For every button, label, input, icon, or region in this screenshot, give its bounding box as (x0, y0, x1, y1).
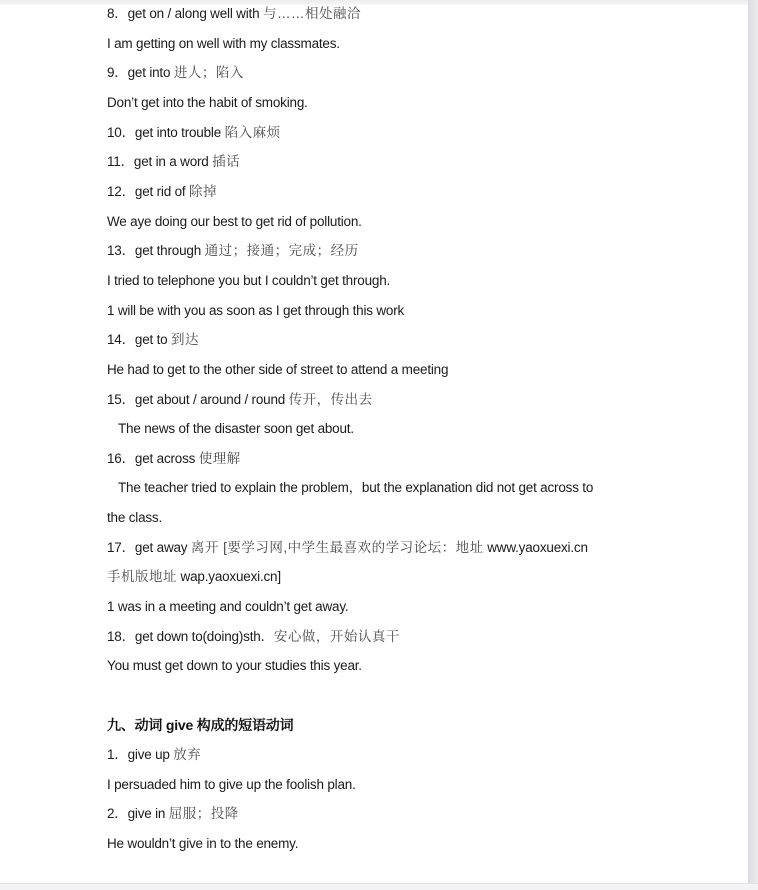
line-english-text: 12．get rid of (107, 184, 189, 199)
line-english-text: We aye doing our best to get rid of pollution. (107, 214, 362, 229)
text-line (107, 568, 281, 586)
text-line (118, 479, 593, 497)
line-trailing-text: wap.yaoxuexi.cn] (177, 569, 281, 584)
text-line (107, 153, 240, 171)
line-english-text: You must get down to your studies this year. (107, 658, 362, 673)
text-line (107, 539, 588, 557)
text-line (107, 302, 404, 320)
line-chinese-text: 离开 [要学习网,中学生最喜欢的学习论坛：地址 (190, 540, 484, 555)
text-line (107, 776, 356, 794)
text-line (107, 657, 362, 675)
text-line (107, 805, 239, 823)
line-chinese-text: 通过；接通；完成；经历 (204, 243, 359, 258)
line-chinese-text: 陷入麻烦 (224, 125, 281, 140)
text-line (107, 391, 373, 409)
line-chinese-text: 放弃 (173, 747, 202, 762)
line-english-text: 1 will be with you as soon as I get through this work (107, 303, 405, 318)
line-english-text: 11．get in a word (107, 154, 213, 169)
line-english-text: 14．get to (107, 332, 172, 347)
line-chinese-text: 插话 (212, 154, 241, 169)
text-line (107, 272, 390, 290)
line-english-text: 8．get on / along well with (107, 6, 263, 21)
line-english-text: the class. (107, 510, 163, 525)
line-english-text: 10．get into trouble (107, 125, 225, 140)
line-english-text: The news of the disaster soon get about. (118, 421, 354, 436)
text-line (107, 124, 281, 142)
text-line (107, 35, 340, 53)
line-chinese-text: 安心做，开始认真干 (273, 629, 400, 644)
page-bottom-edge (0, 883, 758, 890)
text-line (107, 331, 199, 349)
line-english-text: He had to get to the other side of street to attend a meeting (107, 362, 449, 377)
line-chinese-text: 手机版地址 (107, 569, 177, 584)
line-english-text: I tried to telephone you but I couldn’t get through. (107, 273, 391, 288)
line-trailing-text: www.yaoxuexi.cn (483, 540, 588, 555)
line-english-text: 1．give up (107, 747, 174, 762)
line-english-text: 18．get down to(doing)sth． (107, 629, 274, 644)
line-chinese-text: 到达 (171, 332, 200, 347)
text-line (107, 746, 201, 764)
line-chinese-text: 屈服；投降 (168, 806, 239, 821)
text-line (107, 628, 400, 646)
line-english-text: 13．get through (107, 243, 205, 258)
text-line (107, 213, 362, 231)
page-right-edge-shadow (748, 0, 758, 885)
text-line (107, 94, 308, 112)
line-english-text: He wouldn’t give in to the enemy. (107, 836, 299, 851)
text-line (107, 598, 348, 616)
line-chinese-text: 与……相处融洽 (262, 6, 361, 21)
text-line (107, 183, 217, 201)
line-english-text: I am getting on well with my classmates. (107, 36, 340, 51)
text-line (118, 420, 354, 438)
text-line (107, 64, 244, 82)
text-line (107, 450, 241, 468)
text-line (107, 5, 361, 23)
line-english-text: The teacher tried to explain the problem，but the explanation did not get across to (118, 480, 594, 495)
text-line (107, 835, 298, 853)
line-chinese-text: 进人；陷入 (173, 65, 244, 80)
line-english-text: 9．get into (107, 65, 174, 80)
text-line (107, 361, 448, 379)
line-english-text: Don’t get into the habit of smoking. (107, 95, 308, 110)
line-english-text: 1 was in a meeting and couldn’t get away. (107, 599, 349, 614)
section-heading (107, 716, 293, 734)
line-english-text: 九、动词 give 构成的短语动词 (107, 717, 294, 733)
line-chinese-text: 使理解 (198, 451, 241, 466)
line-english-text: I persuaded him to give up the foolish plan. (107, 777, 356, 792)
line-chinese-text: 除掉 (189, 184, 217, 199)
line-chinese-text: 传开，传出去 (288, 392, 373, 407)
line-english-text: 2．give in (107, 806, 169, 821)
line-english-text: 15．get about / around / round (107, 392, 289, 407)
text-line (107, 242, 359, 260)
line-english-text: 16．get across (107, 451, 199, 466)
line-english-text: 17．get away (107, 540, 191, 555)
text-line (107, 509, 162, 527)
